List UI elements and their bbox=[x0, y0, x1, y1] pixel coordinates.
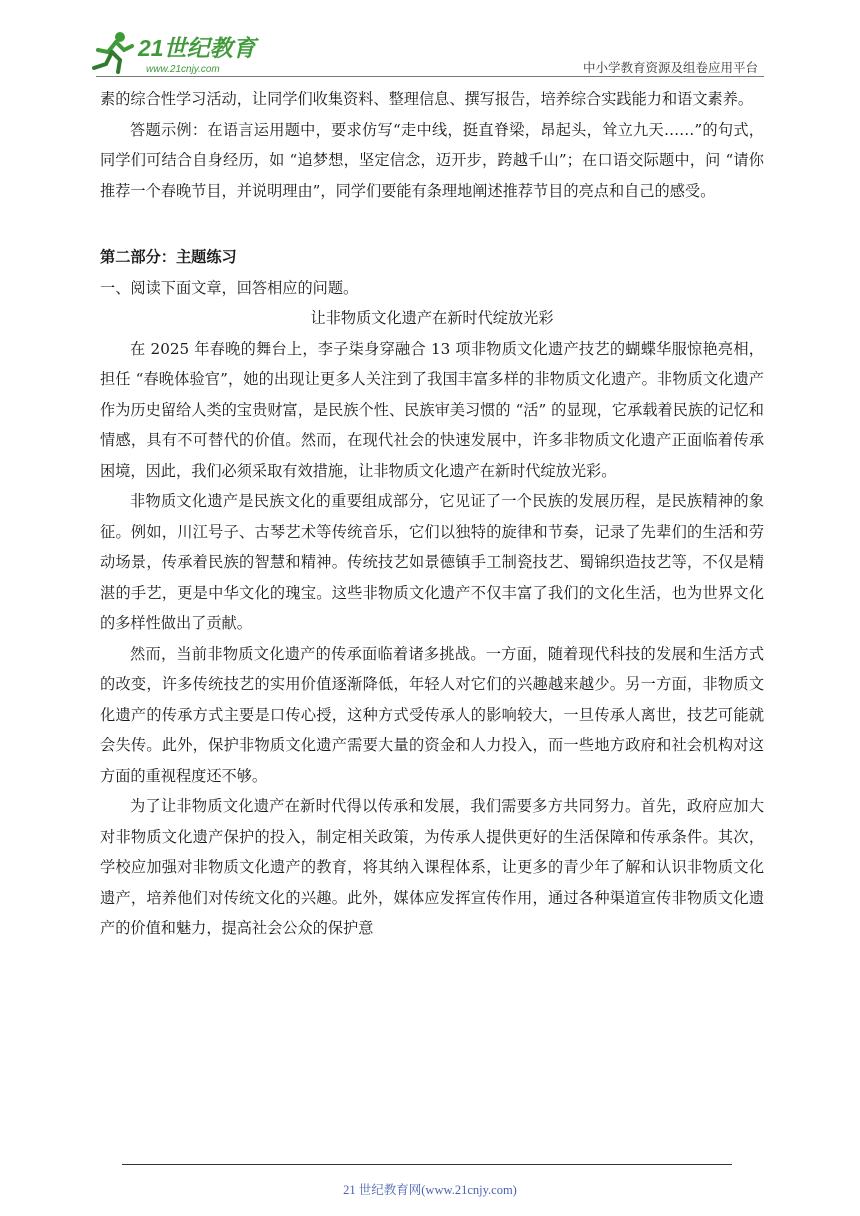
paragraph-answer-example: 答题示例：在语言运用题中，要求仿写“走中线，挺直脊梁，昂起头，耸立九天……”的句式，同学们可结合自身经历，如 “追梦想，坚定信念，迈开步，跨越千山”；在口语交际题中，问 “请你推荐一个春晚节目，并说明理由”，同学们要能有条理地阐述推荐节目的亮点和自己的感受。 bbox=[100, 120, 764, 200]
article-paragraph-3: 然而，当前非物质文化遗产的传承面临着诸多挑战。一方面，随着现代科技的发展和生活方式的改变，许多传统技艺的实用价值逐渐降低，年轻人对它们的兴趣越来越少。另一方面，非物质文化遗产的传承方式主要是口传心授，这种方式受传承人的影响较大，一旦传承人离世，技艺可能就会失传。此外，保护非物质文化遗产需要大量的资金和人力投入，而一些地方政府和社会机构对这方面的重视程度还不够。 bbox=[100, 644, 764, 785]
article-title: 让非物质文化遗产在新时代绽放光彩 bbox=[310, 309, 554, 327]
header-divider bbox=[96, 76, 764, 77]
logo-url: www.21cnjy.com bbox=[146, 64, 220, 75]
page-content bbox=[100, 84, 764, 944]
logo-text: 21世纪教育 bbox=[138, 35, 256, 61]
section-title: 第二部分：主题练习 bbox=[100, 248, 237, 266]
footer-divider bbox=[122, 1164, 732, 1165]
page-header bbox=[0, 0, 860, 82]
article-paragraph-4: 为了让非物质文化遗产在新时代得以传承和发展，我们需要多方共同努力。首先，政府应加大对非物质文化遗产保护的投入，制定相关政策，为传承人提供更好的生活保障和传承条件。其次，学校应加强对非物质文化遗产的教育，将其纳入课程体系，让更多的青少年了解和认识非物质文化遗产，培养他们对传统文化的兴趣。此外，媒体应发挥宣传作用，通过各种渠道宣传非物质文化遗产的价值和魅力，提高社会公众的保护意 bbox=[100, 797, 764, 937]
runner-icon bbox=[94, 32, 132, 72]
logo-21cnjy[interactable] bbox=[88, 28, 288, 78]
article-paragraph-2: 非物质文化遗产是民族文化的重要组成部分，它见证了一个民族的发展历程，是民族精神的象征。例如，川江号子、古琴艺术等传统音乐，它们以独特的旋律和节奏，记录了先辈们的生活和劳动场景，传承着民族的智慧和精神。传统技艺如景德镇手工制瓷技艺、蜀锦织造技艺等，不仅是精湛的手艺，更是中华文化的瑰宝。这些非物质文化遗产不仅丰富了我们的文化生活，也为世界文化的多样性做出了贡献。 bbox=[100, 492, 764, 632]
article-paragraph-1: 在 2025 年春晚的舞台上，李子柒身穿融合 13 项非物质文化遗产技艺的蝴蝶华服惊艳亮相，担任 “春晚体验官”，她的出现让更多人关注到了我国丰富多样的非物质文化遗产。非物质文化遗产作为历史留给人类的宝贵财富，是民族个性、民族审美习惯的 “活” 的显现，它承载着民族的记忆和情感，具有不可替代的价值。然而，在现代社会的快速发展中，许多非物质文化遗产正面临着传承困境，因此，我们必须采取有效措施，让非物质文化遗产在新时代绽放光彩。 bbox=[100, 339, 764, 480]
question-heading: 一、阅读下面文章，回答相应的问题。 bbox=[100, 278, 359, 297]
platform-label: 中小学教育资源及组卷应用平台 bbox=[582, 60, 758, 75]
footer-link[interactable]: 21 世纪教育网(www.21cnjy.com) bbox=[343, 1183, 517, 1197]
paragraph-intro-continued: 素的综合性学习活动，让同学们收集资料、整理信息、撰写报告，培养综合实践能力和语文素养。 bbox=[100, 90, 754, 108]
